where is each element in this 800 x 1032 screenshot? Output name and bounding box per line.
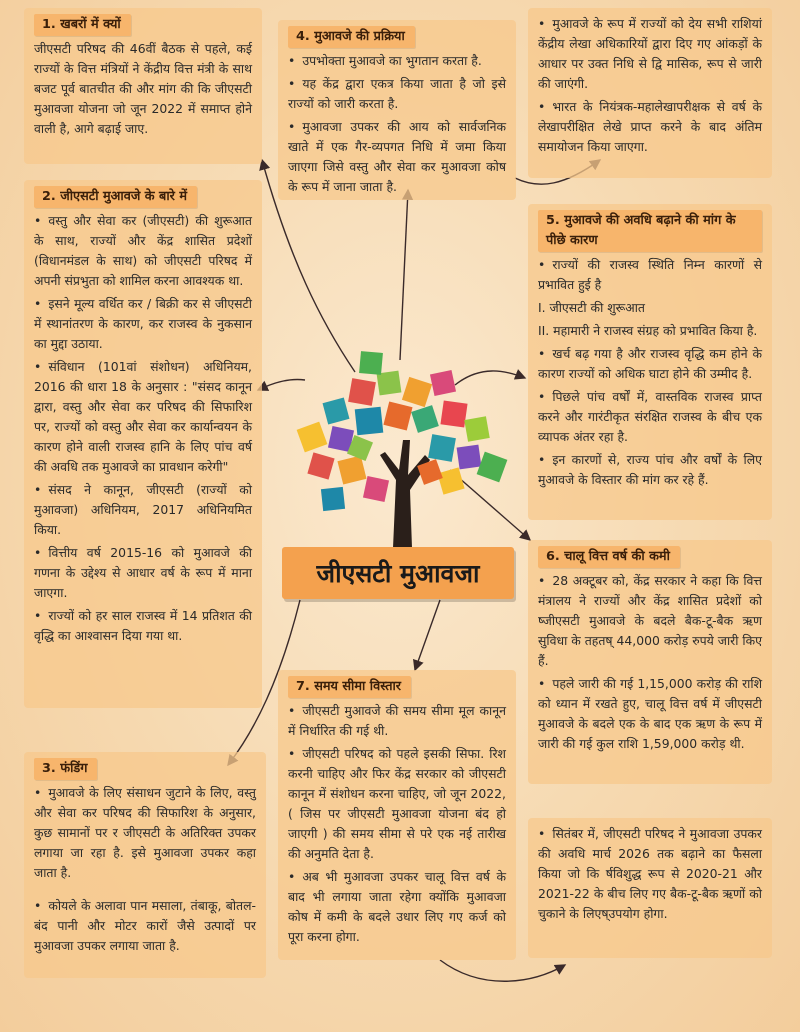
section-about — [24, 180, 262, 708]
arrow-to-s4 — [400, 190, 408, 360]
section-funding — [24, 752, 266, 978]
section-funding-heading: 3. फंडिंग — [34, 758, 97, 780]
section-deadline-extension-para-2: • जीएसटी परिषद को पहले इसकी सिफा. रिश करनी चाहिए और फिर केंद्र सरकार को जीएसटी कानून में संशोधन करना चाहिए, जो जून 2022, ( जिस पर जीएसटी मुआवजा योजना बंद हो जाएगी ) की समय सीमा से परे एक नई तारीख की अनुमति देता है. — [288, 744, 506, 864]
section-extension-reasons-heading: 5. मुआवजे की अवधि बढ़ाने की मांग के पीछे कारण — [538, 210, 762, 252]
section-news-para-1: जीएसटी परिषद की 46वीं बैठक से पहले, कई राज्यों के वित्त मंत्रियों ने केंद्रीय वित्त मंत्री के साथ बजट पूर्व बातचीत की और मांग की कि जीएसटी मुआवजा योजना जो जून 2022 में समाप्त होने वाली है, आगे बढ़ाई जाए. — [34, 41, 252, 136]
section-about-para-3: • संविधान (101वां संशोधन) अधिनियम, 2016 की धारा 18 के अनुसार : "संसद कानून द्वारा, वस्तु और सेवा कर परिषद की सिफारिश पर, राज्यों को वस्तु और सेवा कर कार्यान्वयन के कारण होने वाली राजस्व हानि के लिए पांच वर्ष की अवधि तक मुआवजे का प्रावधान करेगी" — [34, 357, 252, 477]
section-extension-reasons-para-3: II. महामारी ने राजस्व संग्रह को प्रभावित किया है. — [538, 323, 758, 338]
section-about-para-5: • वित्तीय वर्ष 2015-16 को मुआवजे की गणना के उद्देश्य से आधार वर्ष के रूप में माना जाएगा. — [34, 543, 252, 603]
section-news — [24, 8, 262, 164]
section-process-continued-para-2: • भारत के नियंत्रक-महालेखापरीक्षक से वर्ष के लेखापरीक्षित लेखे प्राप्त करने के बाद अंतिम समायोजन किया जाएगा. — [538, 97, 762, 157]
section-about-para-1: • वस्तु और सेवा कर (जीएसटी) की शुरूआत के साथ, राज्यों और केंद्र शासित प्रदेशों (विधानमंडल के साथ) को जीएसटी परिषद में अपनी संप्रभुता को शामिल करना आवश्यक था. — [34, 211, 252, 291]
section-extension-reasons-para-1: • राज्यों की राजस्व स्थिति निम्न कारणों से प्रभावित हुई है — [538, 255, 762, 295]
section-deadline-extension-heading: 7. समय सीमा विस्तार — [288, 676, 411, 698]
section-shortfall-para-1: • 28 अक्टूबर को, केंद्र सरकार ने कहा कि वित्त मंत्रालय ने राज्यों और केंद्र शासित प्रदेशों को ष्जीएसटी मुआवजे के बदले बैक-टू-बैक ऋण सुविधा के तहतष् 44,000 करोड़ रुपये जारी किए हैं. — [538, 571, 762, 671]
section-deadline-extension — [278, 670, 516, 960]
section-about-heading: 2. जीएसटी मुआवजे के बारे में — [34, 186, 197, 208]
section-extension-reasons-para-5: • पिछले पांच वर्षों में, वास्तविक राजस्व प्राप्त करने और गारंटीकृत संरक्षित राजस्व के बीच एक व्यापक अंतर रहा है. — [538, 387, 762, 447]
tree-graphic — [297, 351, 508, 548]
section-about-para-2: • इसने मूल्य वर्धित कर / बिक्री कर से जीएसटी में स्थानांतरण के कारण, कर राजस्व के नुकसान का मुद्दा उठाया. — [34, 294, 252, 354]
section-deadline-extension-para-3: • अब भी मुआवजा उपकर चालू वित्त वर्ष के बाद भी लगाया जाता रहेगा क्योंकि मुआवजा कोष में कमी के बदले उधार लिए गए कर्ज को पूरा करना होगा. — [288, 867, 506, 947]
section-deadline-extension-para-1: • जीएसटी मुआवजे की समय सीमा मूल कानून में निर्धारित की गई थी. — [288, 701, 506, 741]
section-shortfall-continued — [528, 818, 772, 958]
section-funding-para-1: • मुआवजे के लिए संसाधन जुटाने के लिए, वस्तु और सेवा कर परिषद की सिफारिश के अनुसार, कुछ सामानों पर र जीएसटी के अतिरिक्त उपकर लगाया जा रहा है. इसे मुआवजा उपकर कहा जाता है. — [34, 783, 256, 883]
center-title: जीएसटी मुआवजा — [282, 547, 514, 599]
section-extension-reasons-para-4: • खर्च बढ़ गया है और राजस्व वृद्धि कम होने के कारण राज्यों को अधिक घाटा होने की उम्मीद है. — [538, 344, 762, 384]
arrow-s7-to-s6b — [440, 960, 565, 981]
section-about-para-6: • राज्यों को हर साल राजस्व में 14 प्रतिशत की वृद्धि का आश्वासन दिया गया था. — [34, 606, 252, 646]
section-shortfall-continued-para-1: • सितंबर में, जीएसटी परिषद ने मुआवजा उपकर की अवधि मार्च 2026 तक बढ़ाने का फैसला किया जो कि र्षविशुद्ध रूप से 2020-21 और 2021-22 के बीच लिए गए बैक-टू-बैक ऋणों को चुकाने के लिएष्उपयोग होगा. — [538, 824, 762, 924]
section-extension-reasons — [528, 204, 772, 520]
section-process — [278, 20, 516, 200]
section-process-continued-para-1: • मुआवजे के रूप में राज्यों को देय सभी राशियां केंद्रीय लेखा अधिकारियों द्वारा दिए गए आंकड़ों के आधार पर उक्त निधि से द्वि मासिक, रूप से जारी की जाएंगी. — [538, 14, 762, 94]
section-shortfall-heading: 6. चालू वित्त वर्ष की कमी — [538, 546, 680, 568]
section-shortfall — [528, 540, 772, 784]
arrow-to-s5 — [455, 371, 525, 385]
section-process-para-1: • उपभोक्ता मुआवजे का भुगतान करता है. — [288, 51, 506, 71]
arrow-to-s7 — [415, 600, 440, 670]
tree-trunk — [380, 440, 430, 548]
section-funding-para-2: • कोयले के अलावा पान मसाला, तंबाकू, बोतल-बंद पानी और मोटर कारों जैसे उत्पादों पर मुआवजा उपकर लगाया जाता है. — [34, 896, 256, 956]
section-process-heading: 4. मुआवजे की प्रक्रिया — [288, 26, 415, 48]
section-about-para-4: • संसद ने कानून, जीएसटी (राज्यों को मुआवजा) अधिनियम, 2017 अधिनियमित किया. — [34, 480, 252, 540]
section-extension-reasons-para-2: I. जीएसटी की शुरूआत — [538, 300, 645, 315]
section-process-para-2: • यह केंद्र द्वारा एकत्र किया जाता है जो इसे राज्यों को जारी करता है. — [288, 74, 506, 114]
arrow-to-s2 — [258, 379, 305, 390]
section-extension-reasons-para-6: • इन कारणों से, राज्य पांच और वर्षों के लिए मुआवजे के विस्तार की मांग कर रहे हैं. — [538, 450, 762, 490]
section-process-continued — [528, 8, 772, 178]
section-process-para-3: • मुआवजा उपकर की आय को सार्वजनिक खाते में एक गैर-व्यपगत निधि में जमा किया जाएगा जिसे वस्तु और सेवा कर मुआवजा कोष के रूप में जाना जाता है. — [288, 117, 506, 197]
section-shortfall-para-2: • पहले जारी की गई 1,15,000 करोड़ की राशि को ध्यान में रखते हुए, चालू वित्त वर्ष में जीएसटी मुआवजे के बदले एक के बाद एक ऋण के रूप में जारी की गई कुल राशि 1,59,000 करोड़ थी. — [538, 674, 762, 754]
section-news-heading: 1. खबरों में क्यों — [34, 14, 131, 36]
